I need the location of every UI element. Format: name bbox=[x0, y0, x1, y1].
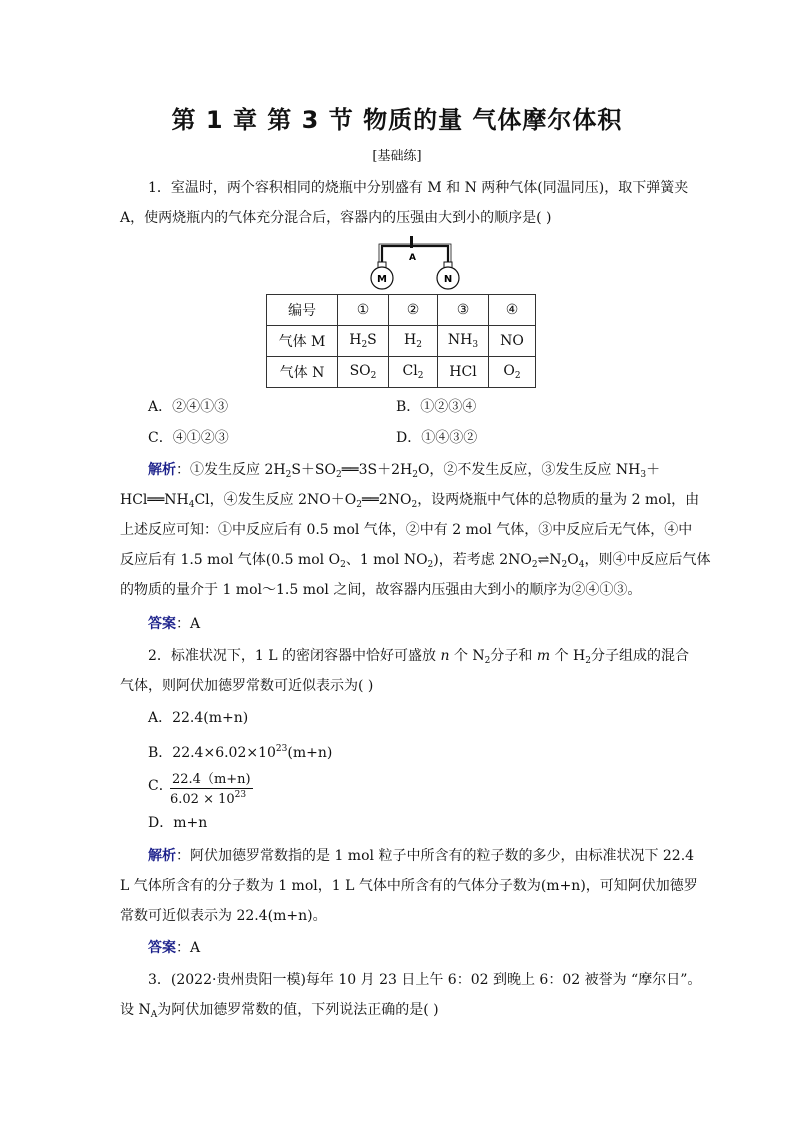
table-cell: HCl bbox=[438, 357, 489, 388]
q1-analysis-line5: 的物质的量介于 1 mol～1.5 mol 之间，故容器内压强由大到小的顺序为②④①③。 bbox=[120, 582, 642, 598]
table-cell: $Cl_2$ bbox=[389, 357, 438, 388]
q1-stem-line2: A，使两烧瓶内的气体充分混合后，容器内的压强由大到小的顺序是( ) bbox=[120, 210, 552, 226]
q2-stem-line2: 气体，则阿伏加德罗常数可近似表示为( ) bbox=[120, 678, 374, 694]
flask-n-label: N bbox=[443, 274, 453, 285]
table-header: 编号 bbox=[267, 295, 338, 326]
q2-analysis-line2: L 气体所含有的分子数为 1 mol，1 L 气体中所含有的气体分子数为(m+n)，可知阿伏加德罗 bbox=[120, 878, 698, 894]
q1-analysis-line4: 反应后有 1.5 mol 气体(0.5 mol $O_2$、1 mol $NO_2$)，若考虑 $2NO_2\rightleftharpoons N_2O_4$，则④中反应后气体 bbox=[120, 552, 711, 570]
table-row bbox=[267, 357, 536, 388]
section-label: [基础练] bbox=[372, 149, 422, 164]
table-header: ④ bbox=[489, 295, 536, 326]
q1-option-d[interactable]: D．①④③② bbox=[396, 430, 478, 446]
q2-option-c-label[interactable]: C． bbox=[148, 778, 173, 794]
q2-answer: 答案：A bbox=[148, 940, 201, 956]
q2-analysis-line3: 常数可近似表示为 22.4(m+n)。 bbox=[120, 908, 327, 924]
q3-stem-line2: 设 $N_A$为阿伏加德罗常数的值，下列说法正确的是( ) bbox=[120, 1002, 439, 1020]
table-header: ② bbox=[389, 295, 438, 326]
q1-analysis-line2: $HCl══NH_4Cl$，④发生反应 $2NO+O_2══2NO_2$，设两烧瓶中气体的总物质的量为 2 mol，由 bbox=[120, 492, 700, 510]
q1-analysis-line3: 上述反应可知：①中反应后有 0.5 mol 气体，②中有 2 mol 气体，③中反应后无气体，④中 bbox=[120, 522, 693, 538]
q1-option-c[interactable]: C．④①②③ bbox=[148, 430, 229, 446]
clamp-label: A bbox=[409, 253, 416, 263]
table-cell: $SO_2$ bbox=[338, 357, 389, 388]
clamp-icon bbox=[410, 236, 413, 248]
table-cell: $H_2$ bbox=[389, 326, 438, 357]
q1-stem-line1: 1．室温时，两个容积相同的烧瓶中分别盛有 M 和 N 两种气体(同温同压)，取下弹簧夹 bbox=[148, 180, 689, 196]
table-cell: $H_2S$ bbox=[338, 326, 389, 357]
q2-option-b[interactable]: B．$22.4\times 6.02\times 10^{23}(m+n)$ bbox=[148, 744, 333, 761]
flask-apparatus-diagram bbox=[360, 232, 470, 292]
page-title: 第 1 章 第 3 节 物质的量 气体摩尔体积 bbox=[171, 106, 623, 134]
analysis-label: 解析 bbox=[148, 462, 176, 478]
q2-option-a[interactable]: A．22.4(m+n) bbox=[148, 710, 249, 726]
table-row bbox=[267, 326, 536, 357]
q1-analysis-line1: 解析：①发生反应 $2H_2S+SO_2══3S+2H_2O$，②不发生反应，③发生反应 $NH_3+$ bbox=[148, 462, 661, 480]
q1-option-a[interactable]: A．②④①③ bbox=[148, 399, 229, 415]
table-header: ③ bbox=[438, 295, 489, 326]
table-cell: NO bbox=[489, 326, 536, 357]
table-cell: 气体 M bbox=[267, 326, 338, 357]
table-header: ① bbox=[338, 295, 389, 326]
q2-stem-line1: 2．标准状况下，1 L 的密闭容器中恰好可盛放 n 个 $N_2$分子和 m 个 $H_2$分子组成的混合 bbox=[148, 648, 689, 666]
q3-stem-line1: 3．(2022·贵州贵阳一模)每年 10 月 23 日上午 6：02 到晚上 6：02 被誉为 “摩尔日”。 bbox=[148, 972, 702, 988]
table-row bbox=[267, 295, 536, 326]
q2-option-c-fraction: $\frac{22.4(m+n)}{6.02 \times 10^{23}}$ bbox=[170, 768, 253, 807]
q2-option-d[interactable]: D．m+n bbox=[148, 815, 208, 831]
q1-answer: 答案：A bbox=[148, 616, 201, 632]
gas-table bbox=[266, 294, 536, 388]
table-cell: $O_2$ bbox=[489, 357, 536, 388]
flask-m-label: M bbox=[377, 274, 387, 285]
table-cell: $NH_3$ bbox=[438, 326, 489, 357]
q1-option-b[interactable]: B．①②③④ bbox=[396, 399, 477, 415]
table-cell: 气体 N bbox=[267, 357, 338, 388]
q2-analysis-line1: 解析：阿伏加德罗常数指的是 1 mol 粒子中所含有的粒子数的多少，由标准状况下 22.4 bbox=[148, 848, 695, 864]
